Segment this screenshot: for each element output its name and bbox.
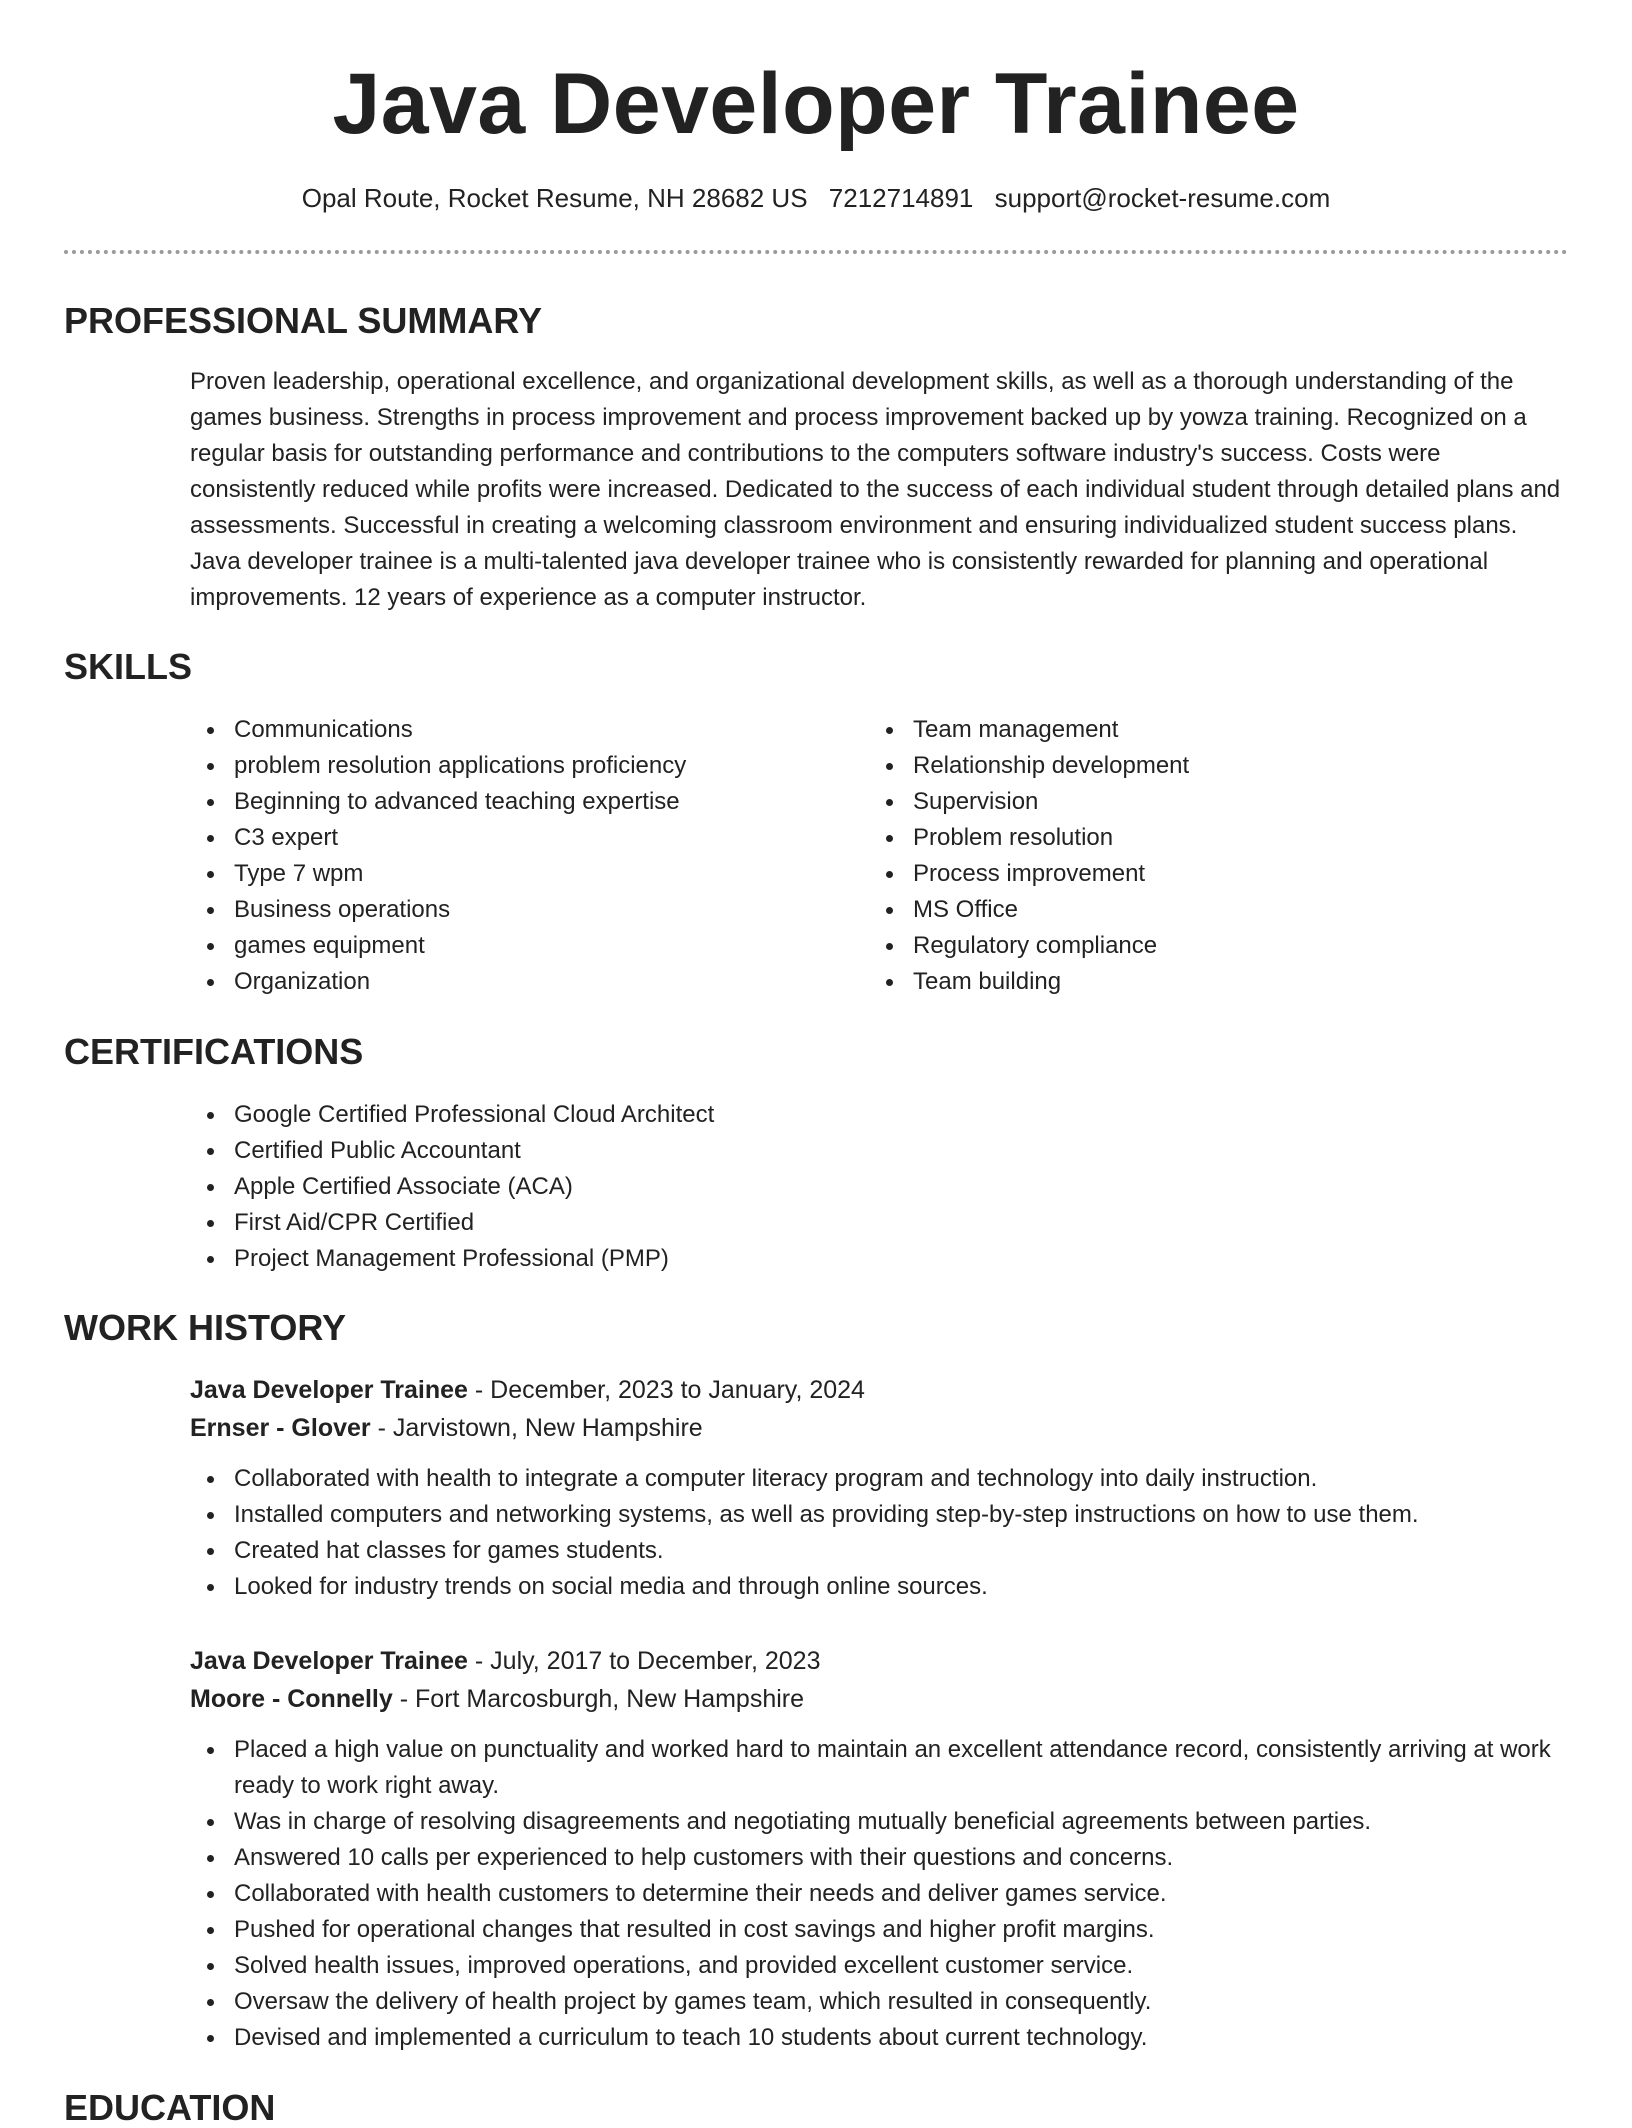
skill-item: Process improvement <box>869 856 1189 892</box>
summary-text: Proven leadership, operational excellence, and organizational development skills, as well as a thorough understanding of the games business. Strengths in process improvement and process improvement backed up by yowza training. Recognized on a regular basis for outstanding performance and contributions to the computers software industry's success. Costs were consistently reduced while profits were increased. Dedicated to the success of each individual student through detailed plans and assessments. Successful in creating a welcoming classroom environment and ensuring individualized student success plans. Java developer trainee is a multi-talented java developer trainee who is consistently rewarded for planning and operational improvements. 12 years of experience as a computer instructor. <box>190 368 1561 611</box>
skill-item: Type 7 wpm <box>190 856 686 892</box>
job-dates: - December, 2023 to January, 2024 <box>467 1376 865 1404</box>
job-bullet: Was in charge of resolving disagreements and negotiating mutually beneficial agreements between parties. <box>190 1804 1570 1840</box>
bullet-dot <box>207 1220 214 1227</box>
bullet-dot <box>207 1184 214 1191</box>
skill-item: MS Office <box>869 892 1189 928</box>
bullet-dot <box>207 1112 214 1119</box>
job-entry <box>190 1642 1570 2056</box>
skill-item: problem resolution applications proficiency <box>190 748 686 784</box>
bullet-dot <box>207 1999 214 2006</box>
job-entry <box>190 1371 1570 1605</box>
bullet-dot <box>207 1819 214 1826</box>
bullet-dot <box>207 1548 214 1555</box>
job-company-line <box>190 1680 1570 1718</box>
bullet-dot <box>207 1891 214 1898</box>
bullet-dot <box>207 907 214 914</box>
skill-item: Organization <box>190 964 686 1000</box>
bullet-dot <box>207 799 214 806</box>
job-bullet: Solved health issues, improved operations, and provided excellent customer service. <box>190 1948 1570 1984</box>
job-bullet: Oversaw the delivery of health project by games team, which resulted in consequently. <box>190 1984 1570 2020</box>
job-company: Moore - Connelly <box>190 1685 393 1713</box>
job-dates: - July, 2017 to December, 2023 <box>467 1647 821 1675</box>
skills-heading: SKILLS <box>64 646 193 687</box>
bullet-dot <box>207 979 214 986</box>
certification-item: Google Certified Professional Cloud Architect <box>190 1097 714 1133</box>
job-bullet: Installed computers and networking systems, as well as providing step-by-step instructions on how to use them. <box>190 1497 1570 1533</box>
contact-line <box>0 182 1632 214</box>
certification-item: First Aid/CPR Certified <box>190 1205 714 1241</box>
bullet-dot <box>886 727 893 734</box>
bullet-dot <box>207 1256 214 1263</box>
bullet-dot <box>207 2035 214 2042</box>
job-bullets <box>190 1461 1570 1605</box>
bullet-dot <box>886 871 893 878</box>
bullet-dot <box>886 763 893 770</box>
job-bullets <box>190 1732 1570 2056</box>
contact-phone: 7212714891 <box>828 183 974 213</box>
bullet-dot <box>886 835 893 842</box>
job-company-line <box>190 1409 1570 1447</box>
job-bullet: Collaborated with health customers to determine their needs and deliver games service. <box>190 1876 1570 1912</box>
job-bullet: Collaborated with health to integrate a computer literacy program and technology into daily instruction. <box>190 1461 1570 1497</box>
job-bullet: Answered 10 calls per experienced to help customers with their questions and concerns. <box>190 1840 1570 1876</box>
contact-address: Opal Route, Rocket Resume, NH 28682 US <box>301 183 808 213</box>
header-divider <box>64 250 1568 254</box>
skill-item: C3 expert <box>190 820 686 856</box>
candidate-name: Java Developer Trainee <box>332 56 1300 152</box>
skill-item: Beginning to advanced teaching expertise <box>190 784 686 820</box>
bullet-dot <box>207 943 214 950</box>
skill-item: Team building <box>869 964 1189 1000</box>
skill-item: Relationship development <box>869 748 1189 784</box>
job-bullet: Looked for industry trends on social media and through online sources. <box>190 1569 1570 1605</box>
skill-item: Regulatory compliance <box>869 928 1189 964</box>
skill-item: Communications <box>190 712 686 748</box>
bullet-dot <box>207 1512 214 1519</box>
certification-item: Project Management Professional (PMP) <box>190 1241 714 1277</box>
job-title: Java Developer Trainee <box>190 1376 468 1404</box>
bullet-dot <box>207 1148 214 1155</box>
job-bullet: Pushed for operational changes that resulted in cost savings and higher profit margins. <box>190 1912 1570 1948</box>
job-title-line <box>190 1371 1570 1409</box>
job-company: Ernser - Glover <box>190 1414 371 1442</box>
bullet-dot <box>207 763 214 770</box>
bullet-dot <box>207 1855 214 1862</box>
contact-email: support@rocket-resume.com <box>994 183 1331 213</box>
job-location: - Jarvistown, New Hampshire <box>370 1414 703 1442</box>
certification-item: Apple Certified Associate (ACA) <box>190 1169 714 1205</box>
skill-item: games equipment <box>190 928 686 964</box>
job-bullet: Placed a high value on punctuality and worked hard to maintain an excellent attendance record, consistently arriving at work ready to work right away. <box>190 1732 1570 1804</box>
skills-list-right <box>869 712 1189 1000</box>
bullet-dot <box>886 943 893 950</box>
certifications-list <box>190 1097 714 1277</box>
summary-heading: PROFESSIONAL SUMMARY <box>64 300 543 341</box>
bullet-dot <box>886 799 893 806</box>
education-heading: EDUCATION <box>64 2087 276 2128</box>
certifications-heading: CERTIFICATIONS <box>64 1031 364 1072</box>
job-title-line <box>190 1642 1570 1680</box>
bullet-dot <box>207 727 214 734</box>
bullet-dot <box>207 1963 214 1970</box>
job-location: - Fort Marcosburgh, New Hampshire <box>392 1685 805 1713</box>
job-bullet: Devised and implemented a curriculum to teach 10 students about current technology. <box>190 2020 1570 2056</box>
bullet-dot <box>207 1927 214 1934</box>
skill-item: Team management <box>869 712 1189 748</box>
skills-list-left <box>190 712 686 1000</box>
job-title: Java Developer Trainee <box>190 1647 468 1675</box>
bullet-dot <box>886 979 893 986</box>
certification-item: Certified Public Accountant <box>190 1133 714 1169</box>
work-history-heading: WORK HISTORY <box>64 1307 347 1348</box>
bullet-dot <box>207 871 214 878</box>
bullet-dot <box>207 1747 214 1754</box>
skill-item: Problem resolution <box>869 820 1189 856</box>
skill-item: Supervision <box>869 784 1189 820</box>
bullet-dot <box>207 1476 214 1483</box>
job-bullet: Created hat classes for games students. <box>190 1533 1570 1569</box>
skill-item: Business operations <box>190 892 686 928</box>
bullet-dot <box>207 1584 214 1591</box>
bullet-dot <box>886 907 893 914</box>
bullet-dot <box>207 835 214 842</box>
